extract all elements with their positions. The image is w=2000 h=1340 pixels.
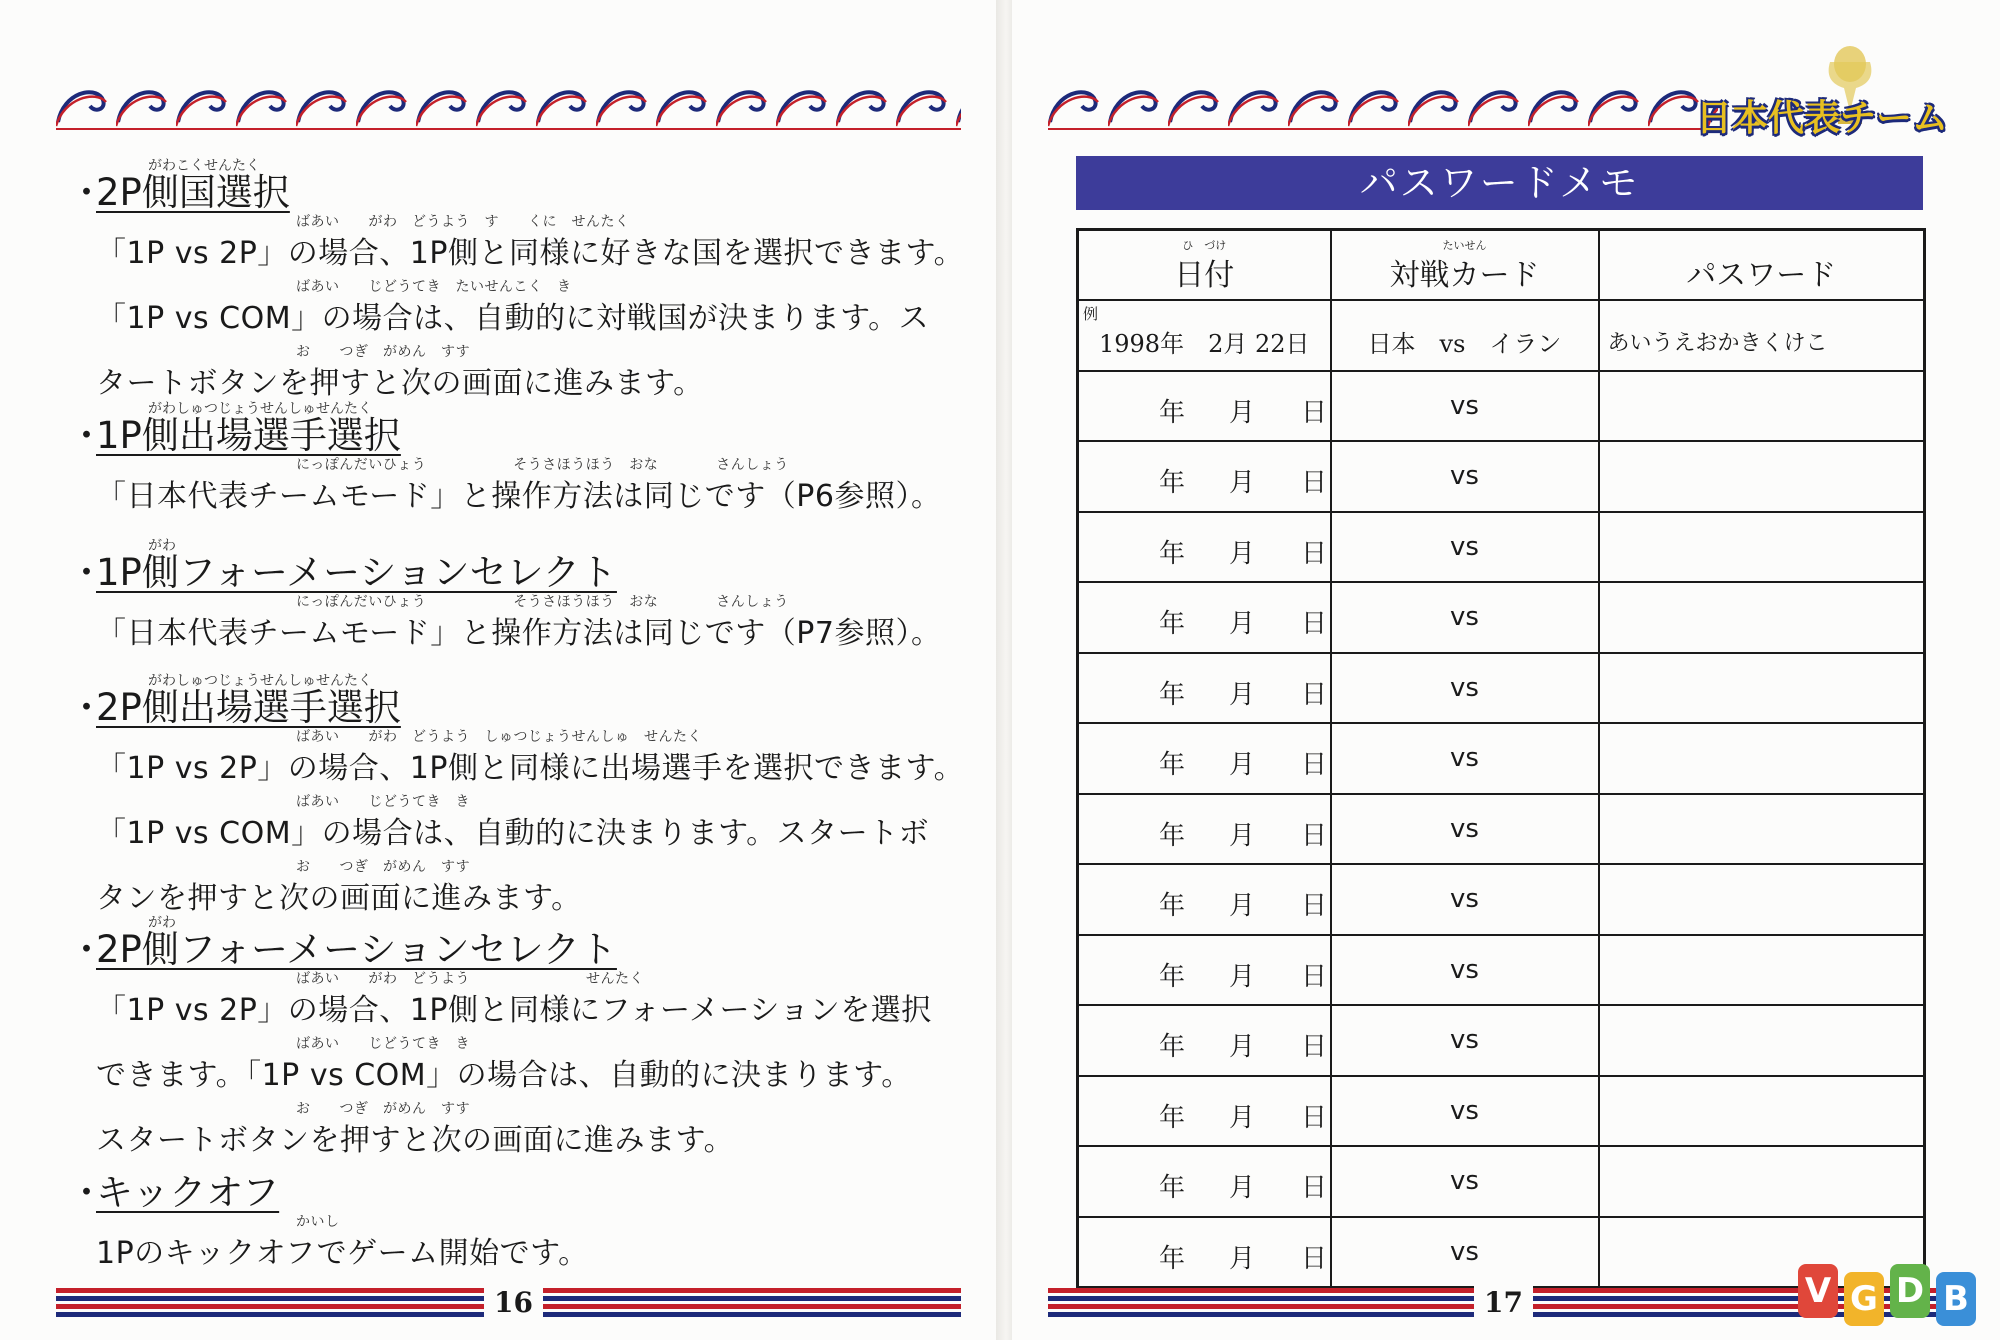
body-ruby: ばあい じどうてき たいせんこく き [296, 279, 572, 295]
instruction-section [68, 398, 968, 523]
body-text: タートボタンを押すと次の画面に進みます。 [96, 366, 704, 401]
instruction-section [68, 155, 968, 410]
memo-row [1078, 653, 1925, 724]
password-cell[interactable] [1599, 441, 1925, 512]
password-cell[interactable] [1599, 512, 1925, 583]
example-match: 日本 vs イラン [1367, 329, 1562, 358]
body-ruby: ばあい がわ どうよう しゅつじょうせんしゅ せんたく [296, 729, 702, 745]
section-title [68, 1171, 280, 1215]
date-cell[interactable] [1078, 441, 1331, 512]
password-cell[interactable] [1599, 935, 1925, 1006]
section-title [68, 171, 290, 215]
password-cell[interactable] [1599, 794, 1925, 865]
memo-row [1078, 1146, 1925, 1217]
body-line [96, 730, 968, 795]
section-title [68, 928, 617, 972]
memo-row [1078, 1076, 1925, 1147]
password-cell[interactable] [1599, 371, 1925, 442]
year-label: 年 [1159, 1032, 1186, 1062]
col-label: 対戦カード [1389, 258, 1540, 293]
section-title-ruby: がわしゅつじょうせんしゅせんたく [148, 401, 372, 417]
match-cell[interactable] [1331, 864, 1599, 935]
year-label: 年 [1159, 397, 1186, 428]
month-label: 月 [1229, 750, 1256, 780]
body-text: 1Pのキックオフでゲーム開始です。 [96, 1236, 589, 1271]
memo-row [1078, 864, 1925, 935]
match-cell[interactable] [1331, 1217, 1599, 1288]
day-label: 日 [1301, 820, 1328, 851]
year-label: 年 [1159, 468, 1186, 498]
vs-label: vs [1450, 1166, 1479, 1197]
memo-row [1078, 935, 1925, 1006]
instruction-section [68, 1155, 968, 1280]
body-text: 「1P vs 2P」の場合、1P側と同様に好きな国を選択できます。 [96, 236, 965, 271]
month-label: 月 [1229, 679, 1256, 710]
month-label: 月 [1229, 397, 1256, 428]
day-label: 日 [1301, 750, 1328, 780]
date-cell[interactable] [1078, 653, 1331, 724]
memo-row [1078, 512, 1925, 583]
year-label: 年 [1159, 1102, 1186, 1133]
body-line [96, 1037, 968, 1102]
section-title [68, 414, 401, 458]
memo-row [1078, 794, 1925, 865]
vs-label: vs [1450, 672, 1479, 703]
body-text: 「1P vs 2P」の場合、1P側と同様に出場選手を選択できます。 [96, 751, 965, 786]
memo-row [1078, 723, 1925, 794]
month-label: 月 [1229, 1243, 1256, 1274]
body-ruby: ばあい じどうてき き [296, 794, 470, 810]
day-label: 日 [1301, 468, 1328, 498]
example-password-cell [1599, 300, 1925, 371]
month-label: 月 [1229, 961, 1256, 992]
vs-label: vs [1450, 743, 1479, 774]
match-cell[interactable] [1331, 794, 1599, 865]
body-ruby: お つぎ がめん すす [296, 1101, 471, 1117]
bullet-icon: ・ [68, 171, 105, 214]
section-title-text: 2P側出場選手選択 [96, 686, 401, 729]
instruction-section [68, 670, 968, 925]
day-label: 日 [1301, 538, 1328, 569]
memo-row [1078, 371, 1925, 442]
col-label: 日付 [1174, 258, 1235, 293]
day-label: 日 [1301, 1032, 1328, 1062]
body-ruby: にっぽんだいひょう そうさほうほう おな さんしょう [296, 457, 789, 473]
date-cell[interactable] [1078, 371, 1331, 442]
date-cell[interactable] [1078, 1005, 1331, 1076]
section-title-ruby [148, 1155, 968, 1171]
password-cell[interactable] [1599, 1005, 1925, 1076]
left-wave-border [56, 82, 961, 132]
logo-letter: V [1798, 1264, 1838, 1318]
section-title [68, 686, 401, 730]
date-cell[interactable] [1078, 1146, 1331, 1217]
match-cell[interactable] [1331, 1146, 1599, 1217]
bullet-icon: ・ [68, 1171, 105, 1214]
col-label: パスワード [1686, 258, 1837, 293]
month-label: 月 [1229, 609, 1256, 639]
year-label: 年 [1159, 891, 1186, 921]
vs-label: vs [1450, 1025, 1479, 1056]
password-cell[interactable] [1599, 723, 1925, 794]
body-text: 「日本代表チームモード」と操作方法は同じです（P6参照）。 [96, 479, 942, 514]
body-ruby: ばあい がわ どうよう す くに せんたく [296, 214, 630, 230]
month-label: 月 [1229, 1173, 1256, 1203]
body-text: スタートボタンを押すと次の画面に進みます。 [96, 1123, 735, 1158]
day-label: 日 [1301, 397, 1328, 428]
body-line [96, 215, 968, 280]
body-line [96, 595, 968, 660]
example-row [1078, 300, 1925, 371]
day-label: 日 [1301, 1243, 1328, 1274]
bullet-icon: ・ [68, 414, 105, 457]
day-label: 日 [1301, 679, 1328, 710]
body-text: 「1P vs COM」の場合は、自動的に対戦国が決まります。ス [96, 301, 930, 336]
body-text: できます。「1P vs COM」の場合は、自動的に決まります。 [96, 1058, 912, 1093]
body-line [96, 1215, 968, 1280]
body-ruby: ばあい じどうてき き [296, 1036, 470, 1052]
example-date: 1998年 2月 22日 [1099, 329, 1310, 358]
page-number-right: 17 [1474, 1286, 1533, 1319]
example-match-cell [1331, 300, 1599, 371]
year-label: 年 [1159, 1243, 1186, 1274]
body-ruby: お つぎ がめん すす [296, 344, 471, 360]
memo-row [1078, 582, 1925, 653]
date-cell[interactable] [1078, 1217, 1331, 1288]
bullet-icon: ・ [68, 928, 105, 971]
password-cell[interactable] [1599, 1146, 1925, 1217]
body-ruby: お つぎ がめん すす [296, 859, 471, 875]
vs-label: vs [1450, 531, 1479, 562]
year-label: 年 [1159, 820, 1186, 851]
body-line [96, 280, 968, 345]
vs-label: vs [1450, 461, 1479, 492]
month-label: 月 [1229, 538, 1256, 569]
body-ruby: にっぽんだいひょう そうさほうほう おな さんしょう [296, 594, 789, 610]
body-line [96, 795, 968, 860]
year-label: 年 [1159, 750, 1186, 780]
section-title-text: 2P側フォーメーションセレクト [96, 928, 617, 971]
instruction-section [68, 912, 968, 1167]
body-text: 「1P vs COM」の場合は、自動的に決まります。スタートボ [96, 816, 930, 851]
vs-label: vs [1450, 1095, 1479, 1126]
body-text: 「1P vs 2P」の場合、1P側と同様にフォーメーションを選択 [96, 993, 932, 1028]
section-title-ruby: がわ [148, 915, 176, 931]
section-title-text: 1P側出場選手選択 [96, 414, 401, 457]
bullet-icon: ・ [68, 686, 105, 729]
password-cell[interactable] [1599, 582, 1925, 653]
body-text: 「日本代表チームモード」と操作方法は同じです（P7参照）。 [96, 616, 942, 651]
match-cell[interactable] [1331, 371, 1599, 442]
month-label: 月 [1229, 820, 1256, 851]
match-cell[interactable] [1331, 582, 1599, 653]
password-cell[interactable] [1599, 1076, 1925, 1147]
vs-label: vs [1450, 813, 1479, 844]
date-cell[interactable] [1078, 864, 1331, 935]
year-label: 年 [1159, 1173, 1186, 1203]
date-cell[interactable] [1078, 935, 1331, 1006]
example-password: あいうえおかきくけこ [1607, 330, 1828, 356]
password-cell[interactable] [1599, 864, 1925, 935]
month-label: 月 [1229, 1102, 1256, 1133]
vgdb-watermark-logo [1798, 1258, 1998, 1328]
password-cell[interactable] [1599, 653, 1925, 724]
memo-title-banner: パスワードメモ [1076, 156, 1923, 210]
table-header-row [1078, 230, 1925, 301]
instruction-section [68, 535, 968, 660]
col-header-password [1599, 230, 1925, 301]
body-ruby: かいし [296, 1214, 340, 1230]
year-label: 年 [1159, 961, 1186, 992]
body-line [96, 972, 968, 1037]
date-cell[interactable] [1078, 1076, 1331, 1147]
section-title-text: 2P側国選択 [96, 171, 290, 214]
vs-label: vs [1450, 602, 1479, 633]
col-ruby: たいせん [1442, 239, 1487, 252]
team-header-badge: 日本代表チーム [1695, 98, 1948, 139]
section-title-text: キックオフ [96, 1171, 280, 1214]
date-cell[interactable] [1078, 582, 1331, 653]
password-memo-table [1076, 228, 1926, 1289]
vs-label: vs [1450, 390, 1479, 421]
logo-letter: D [1890, 1264, 1930, 1318]
memo-row [1078, 1005, 1925, 1076]
year-label: 年 [1159, 679, 1186, 710]
month-label: 月 [1229, 468, 1256, 498]
day-label: 日 [1301, 609, 1328, 639]
vs-label: vs [1450, 1236, 1479, 1267]
vs-label: vs [1450, 884, 1479, 915]
date-cell[interactable] [1078, 723, 1331, 794]
memo-row [1078, 441, 1925, 512]
day-label: 日 [1301, 1173, 1328, 1203]
logo-letter: B [1936, 1272, 1976, 1326]
example-tag: 例 [1083, 305, 1099, 323]
example-date-cell [1078, 300, 1331, 371]
day-label: 日 [1301, 961, 1328, 992]
body-line [96, 458, 968, 523]
logo-letter: G [1844, 1272, 1884, 1326]
col-header-date [1078, 230, 1331, 301]
match-cell[interactable] [1331, 935, 1599, 1006]
day-label: 日 [1301, 891, 1328, 921]
date-cell[interactable] [1078, 512, 1331, 583]
year-label: 年 [1159, 609, 1186, 639]
date-cell[interactable] [1078, 794, 1331, 865]
match-cell[interactable] [1331, 723, 1599, 794]
match-cell[interactable] [1331, 512, 1599, 583]
right-wave-border [1048, 82, 1718, 132]
match-cell[interactable] [1331, 441, 1599, 512]
body-ruby: ばあい がわ どうよう せんたく [296, 971, 644, 987]
match-cell[interactable] [1331, 1076, 1599, 1147]
day-label: 日 [1301, 1102, 1328, 1133]
col-ruby: ひ づけ [1182, 239, 1227, 252]
section-title [68, 551, 617, 595]
bullet-icon: ・ [68, 551, 105, 594]
section-title-ruby: がわ [148, 538, 176, 554]
section-title-text: 1P側フォーメーションセレクト [96, 551, 617, 594]
month-label: 月 [1229, 1032, 1256, 1062]
section-title-ruby: がわしゅつじょうせんしゅせんたく [148, 673, 372, 689]
month-label: 月 [1229, 891, 1256, 921]
section-title-ruby: がわこくせんたく [148, 158, 260, 174]
page-number-left: 16 [484, 1286, 543, 1319]
match-cell[interactable] [1331, 653, 1599, 724]
match-cell[interactable] [1331, 1005, 1599, 1076]
body-text: タンを押すと次の画面に進みます。 [96, 881, 582, 916]
vs-label: vs [1450, 954, 1479, 985]
col-header-match [1331, 230, 1599, 301]
year-label: 年 [1159, 538, 1186, 569]
